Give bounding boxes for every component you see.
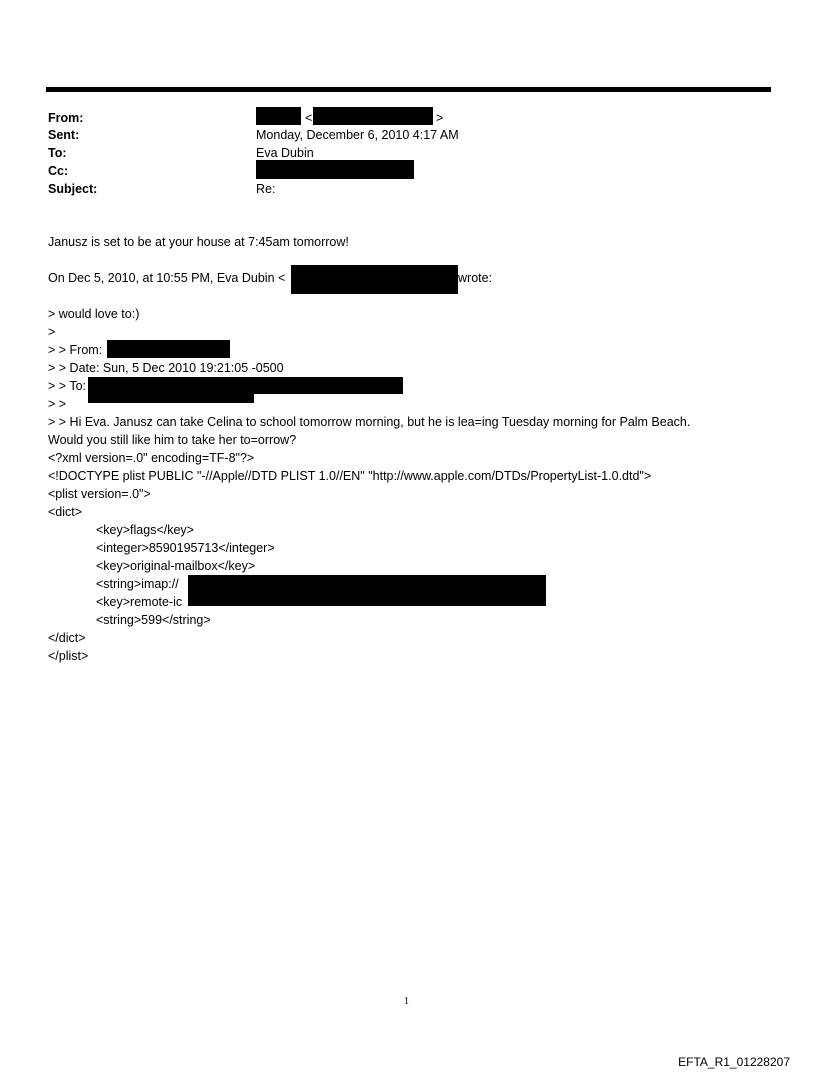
redaction-quoted-to-2 bbox=[88, 393, 254, 403]
body-line: <plist version=.0"> bbox=[48, 487, 151, 501]
page-number: 1 bbox=[404, 996, 409, 1007]
redaction-quote-email bbox=[291, 265, 458, 294]
body-line: <?xml version=.0" encoding=TF-8"?> bbox=[48, 451, 255, 465]
redaction-from-name bbox=[256, 107, 301, 125]
subject-value: Re: bbox=[256, 182, 276, 196]
body-line: > > To: bbox=[48, 379, 86, 393]
redaction-from-email bbox=[313, 107, 433, 125]
body-line: <integer>8590195713</integer> bbox=[96, 541, 275, 555]
sent-value: Monday, December 6, 2010 4:17 AM bbox=[256, 128, 459, 142]
redaction-quoted-from bbox=[107, 340, 230, 358]
from-lt: < bbox=[305, 111, 313, 125]
quote-header-start: On Dec 5, 2010, at 10:55 PM, Eva Dubin < bbox=[48, 271, 286, 285]
body-line: > > bbox=[48, 397, 67, 411]
document-id: EFTA_R1_01228207 bbox=[678, 1055, 790, 1069]
header-rule bbox=[46, 87, 771, 92]
body-line: <string>599</string> bbox=[96, 613, 211, 627]
subject-label: Subject: bbox=[48, 182, 98, 196]
redaction-quoted-to-1 bbox=[88, 377, 403, 394]
body-line: <string>imap:// bbox=[96, 577, 179, 591]
from-gt: > bbox=[436, 111, 444, 125]
body-line: <key>flags</key> bbox=[96, 523, 194, 537]
to-value: Eva Dubin bbox=[256, 146, 314, 160]
cc-label: Cc: bbox=[48, 164, 69, 178]
body-line: > bbox=[48, 325, 56, 339]
from-label: From: bbox=[48, 111, 84, 125]
body-line: Would you still like him to take her to=orrow? bbox=[48, 433, 297, 447]
sent-label: Sent: bbox=[48, 128, 80, 142]
body-line: > > Hi Eva. Janusz can take Celina to school tomorrow morning, but he is lea=ing Tuesday morning for Palm Beach. bbox=[48, 415, 691, 429]
body-line: Janusz is set to be at your house at 7:45am tomorrow! bbox=[48, 235, 349, 249]
redaction-plist-block bbox=[188, 575, 546, 606]
body-line: > > From: bbox=[48, 343, 103, 357]
body-line: </plist> bbox=[48, 649, 89, 663]
body-line: <!DOCTYPE plist PUBLIC "-//Apple//DTD PLIST 1.0//EN" "http://www.apple.com/DTDs/PropertyList-1.0.dtd"> bbox=[48, 469, 652, 483]
body-line: </dict> bbox=[48, 631, 86, 645]
body-line: > > Date: Sun, 5 Dec 2010 19:21:05 -0500 bbox=[48, 361, 284, 375]
body-line: <key>remote-ic bbox=[96, 595, 183, 609]
redaction-cc bbox=[256, 160, 414, 179]
body-line: > would love to:) bbox=[48, 307, 140, 321]
body-line: <dict> bbox=[48, 505, 83, 519]
to-label: To: bbox=[48, 146, 67, 160]
quote-header-end: wrote: bbox=[458, 271, 493, 285]
body-line: <key>original-mailbox</key> bbox=[96, 559, 256, 573]
